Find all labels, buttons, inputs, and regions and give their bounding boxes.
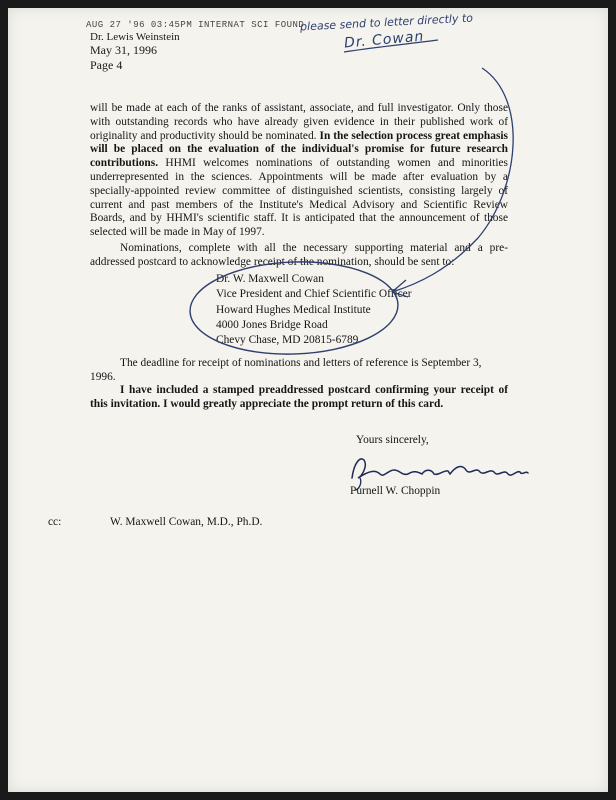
signature-graphic bbox=[352, 459, 528, 478]
postcard-paragraph: I have included a stamped preaddressed postcard confirming your receipt of this invitation. I would greatly appreciate the prompt return of this card. bbox=[90, 384, 508, 410]
cc-label: cc: bbox=[48, 516, 62, 528]
header-recipient: Dr. Lewis Weinstein bbox=[90, 31, 180, 43]
handwritten-note: please send to letter directly to bbox=[299, 11, 474, 34]
para1-text-b: HHMI welcomes nominations of outstanding women and minorities underrepresented in the sciences. Appointments will be made after evaluation by a specially-appointed review committee of distinguished scientists, consisting largely of current and past members of the Institute's Medical Advisory and Scientific Review Boards, and by HHMI's scientific staff. It is anticipated that the announcement of those selected will be made in May of 1997. bbox=[90, 157, 508, 239]
deadline-paragraph: The deadline for receipt of nominations and letters of reference is September 3, 1996. bbox=[90, 357, 482, 383]
address-line: Chevy Chase, MD 20815-6789 bbox=[216, 334, 359, 347]
signature-tail bbox=[356, 478, 361, 490]
closing-salutation: Yours sincerely, bbox=[356, 434, 429, 446]
handwritten-underline bbox=[344, 40, 438, 52]
address-line: 4000 Jones Bridge Road bbox=[216, 318, 328, 331]
para1-text-a: will be made at each of the ranks of assistant, associate, and full investigator. Only those with outstanding records who have already given evidence in their published work of originality and productivity should be nominated. bbox=[90, 102, 508, 142]
handwriting-overlay bbox=[8, 8, 608, 792]
fax-header: AUG 27 '96 03:45PM INTERNAT SCI FOUND bbox=[86, 20, 305, 30]
letter-page bbox=[8, 8, 608, 792]
handwritten-arrow-line bbox=[392, 68, 513, 292]
header-page-number: Page 4 bbox=[90, 58, 123, 72]
para1-emphasis: In the selection process great emphasis will be placed on the evaluation of the individual's promise for future research contributions. bbox=[90, 129, 508, 170]
address-line: Howard Hughes Medical Institute bbox=[216, 303, 371, 316]
address-line: Dr. W. Maxwell Cowan bbox=[216, 273, 324, 285]
address-line: Vice President and Chief Scientific Officer bbox=[216, 288, 412, 301]
handwritten-name: Dr. Cowan bbox=[343, 28, 425, 52]
signer-name: Purnell W. Choppin bbox=[350, 485, 441, 497]
header-date: May 31, 1996 bbox=[90, 43, 157, 57]
body-paragraph-nominations: Nominations, complete with all the necessary supporting material and a pre-addressed postcard to acknowledge receipt of the nomination, should be sent to: bbox=[90, 242, 508, 268]
cc-recipient: W. Maxwell Cowan, M.D., Ph.D. bbox=[110, 516, 263, 528]
address-circle bbox=[188, 258, 399, 357]
